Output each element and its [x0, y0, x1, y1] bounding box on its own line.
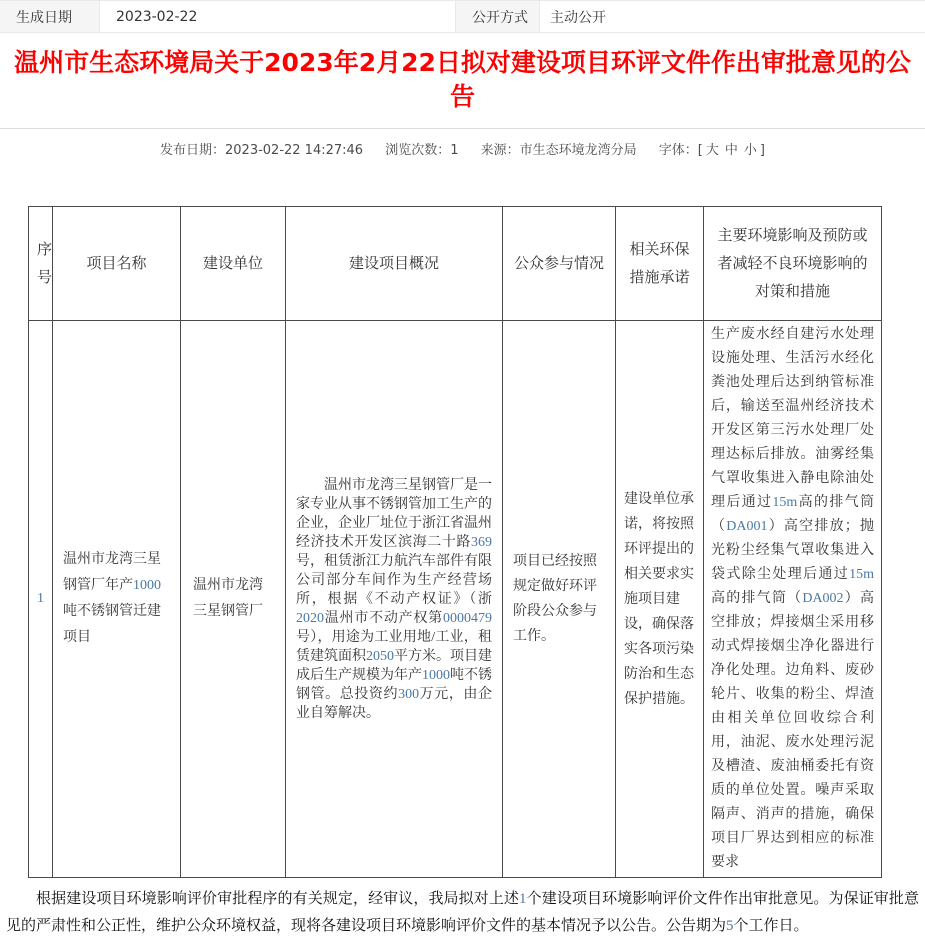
approval-table: [28, 206, 882, 878]
col-header-env-commitment: 相关环保措施承诺: [616, 207, 704, 321]
font-size-medium-link[interactable]: 中: [724, 143, 738, 158]
cell-env-commitment: 建设单位承诺，将按照环评提出的相关要求实施项目建设，确保落实各项污染防治和生态保护措施。: [616, 321, 704, 878]
col-header-env-measures: 主要环境影响及预防或者减轻不良环境影响的对策和措施: [704, 207, 882, 321]
col-header-seq: 序号: [29, 207, 53, 321]
cell-env-measures: 生产废水经自建污水处理设施处理、生活污水经化粪池处理后达到纳管标准后，输送至温州经济技术开发区第三污水处理厂处理达标后排放。油雾经集气罩收集进入静电除油处理后通过15m高的排气筒（DA001）高空排放；抛光粉尘经集气罩收集进入袋式除尘处理后通过15m高的排气筒（DA002）高空排放；焊接烟尘采用移动式焊接烟尘净化器进行净化处理。边角料、废砂轮片、收集的粉尘、焊渣由相关单位回收综合利用，油泥、废水处理污泥及槽渣、废油桶委托有资质的单位处置。噪声采取隔声、消声的措施，确保项目厂界达到相应的标准要求: [704, 321, 882, 878]
font-size-prefix: 字体：[: [658, 143, 703, 158]
publish-date: 发布日期：2023-02-22 14:27:46: [160, 143, 364, 158]
closing-paragraph: 根据建设项目环境影响评价审批程序的有关规定，经审议，我局拟对上述1个建设项目环境影响评价文件作出审批意见。为保证审批意见的严肃性和公正性，维护公众环境权益，现将各建设项目环境影响评价文件的基本情况予以公告。公告期为5个工作日。: [6, 891, 919, 934]
disclosure-method-label: 公开方式: [455, 1, 540, 32]
font-size-suffix: ]: [759, 143, 765, 158]
document-meta-bar: [0, 0, 925, 33]
col-header-construction-unit: 建设单位: [181, 207, 286, 321]
view-count: 浏览次数：1: [385, 143, 459, 158]
col-header-project-overview: 建设项目概况: [286, 207, 503, 321]
col-header-project-name: 项目名称: [53, 207, 181, 321]
title-divider: [0, 128, 925, 129]
font-size-small-link[interactable]: 小: [743, 143, 757, 158]
cell-project-name: 温州市龙湾三星钢管厂年产1000吨不锈钢管迁建项目: [53, 321, 181, 878]
publish-info-line: [0, 139, 925, 158]
generation-date-label: 生成日期: [0, 1, 100, 32]
col-header-public-participation: 公众参与情况: [503, 207, 616, 321]
generation-date-value: 2023-02-22: [116, 8, 198, 25]
cell-public-participation: 项目已经按照规定做好环评阶段公众参与工作。: [503, 321, 616, 878]
page-title: 温州市生态环境局关于2023年2月22日拟对建设项目环评文件作出审批意见的公告: [14, 48, 911, 111]
disclosure-method-value: 主动公开: [550, 9, 606, 26]
cell-project-overview: 温州市龙湾三星钢管厂是一家专业从事不锈钢管加工生产的企业，企业厂址位于浙江省温州经济技术开发区滨海二十路369号，租赁浙江力航汽车部件有限公司部分车间作为生产经营场所，根据《不动产权证》（浙2020温州市不动产权第0000479号），用途为工业用地/工业，租赁建筑面积2050平方米。项目建成后生产规模为年产1000吨不锈钢管。总投资约300万元，由企业自筹解决。: [286, 321, 503, 878]
font-size-large-link[interactable]: 大: [705, 143, 719, 158]
font-size-control: [659, 143, 765, 158]
cell-construction-unit: 温州市龙湾三星钢管厂: [181, 321, 286, 878]
source: 来源：市生态环境龙湾分局: [480, 143, 637, 158]
table-header-row: [29, 207, 882, 321]
table-row: [29, 321, 882, 878]
cell-seq: 1: [29, 321, 53, 878]
